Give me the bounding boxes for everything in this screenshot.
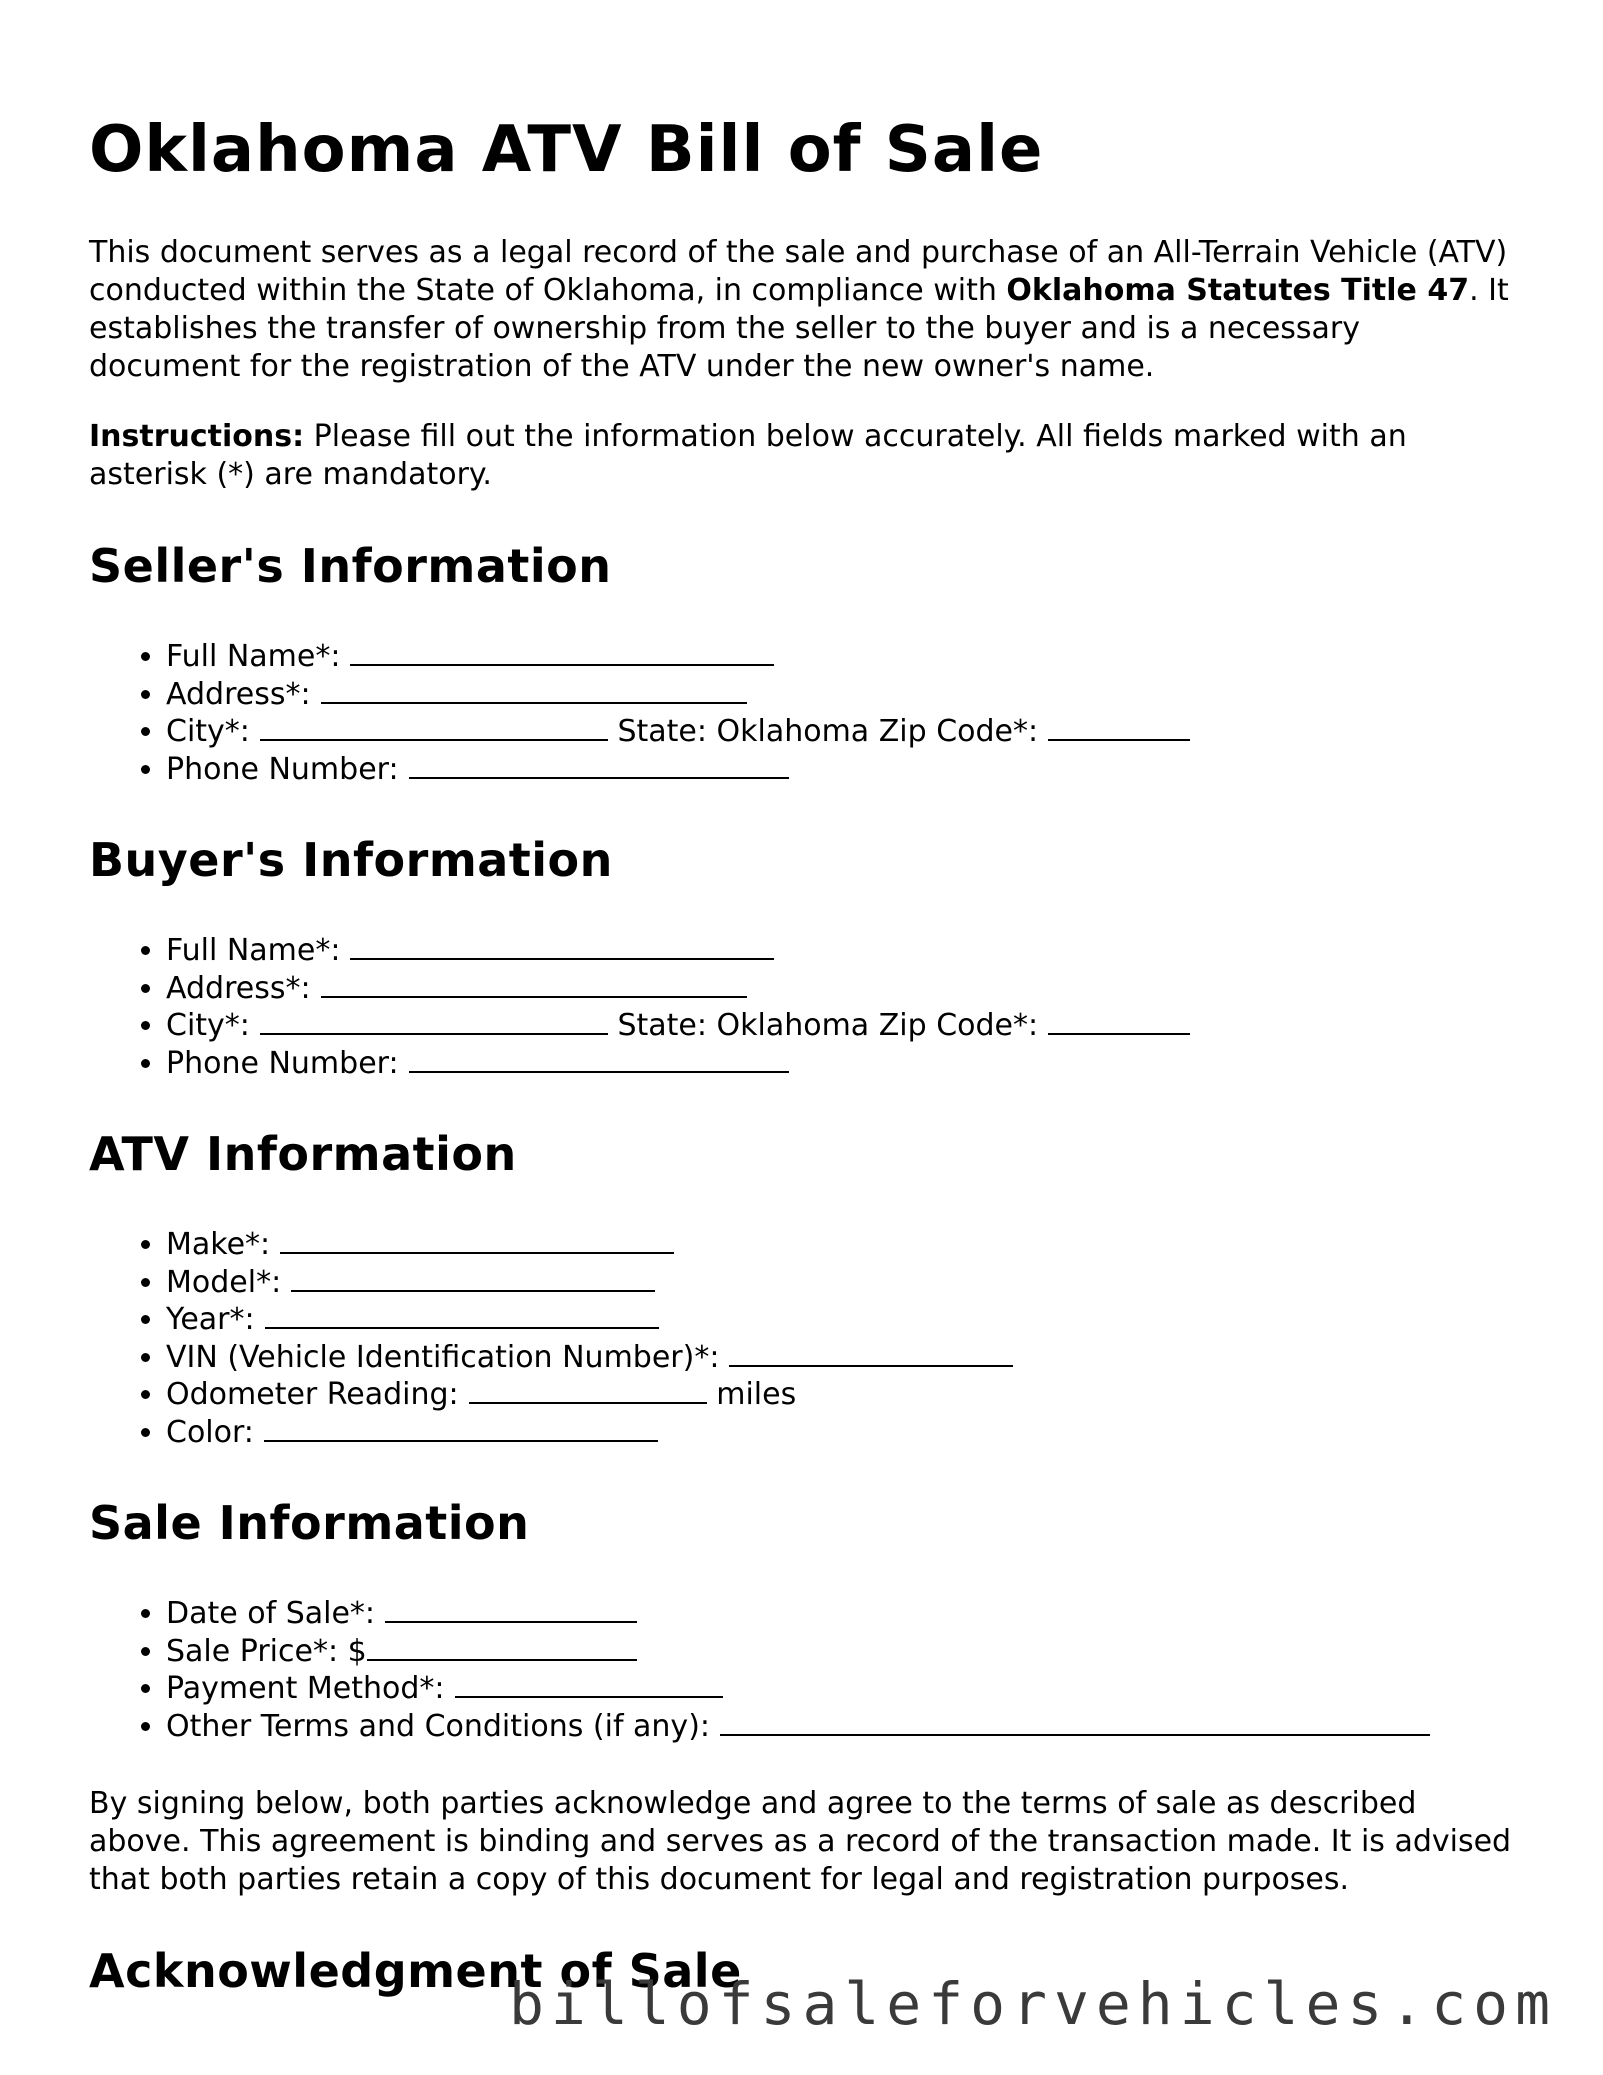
buyer-city-field[interactable] (260, 1007, 608, 1035)
atv-make-item (166, 1226, 1519, 1264)
buyer-state-zip-label: State: Oklahoma Zip Code*: (617, 1008, 1039, 1043)
seller-phone-label: Phone Number: (166, 751, 399, 787)
acknowledgment-heading: Acknowledgment of Sale (89, 1944, 742, 1998)
sale-date-field[interactable] (385, 1595, 637, 1623)
atv-year-item (166, 1301, 1519, 1339)
sale-fields (89, 1595, 1519, 1745)
atv-color-field[interactable] (264, 1414, 658, 1442)
buyer-address-label: Address*: (166, 970, 311, 1006)
sale-other-terms-field[interactable] (720, 1708, 1430, 1736)
seller-state-zip-label: State: Oklahoma Zip Code*: (617, 714, 1039, 749)
seller-phone-field[interactable] (409, 751, 789, 779)
seller-address-field[interactable] (321, 676, 747, 704)
atv-odometer-label: Odometer Reading: (166, 1377, 459, 1412)
seller-full-name-item (166, 638, 1519, 676)
buyer-address-field[interactable] (321, 970, 747, 998)
atv-make-label: Make*: (166, 1227, 271, 1262)
atv-vin-label: VIN (Vehicle Identification Number)*: (166, 1339, 720, 1375)
buyer-fields (89, 932, 1519, 1082)
buyer-full-name-field[interactable] (350, 932, 774, 960)
instructions-text: Please fill out the information below accurately. All fields marked with an asterisk (*) are mandatory. (89, 419, 1407, 492)
buyer-city-item (166, 1007, 1519, 1045)
buyer-full-name-label: Full Name*: (166, 933, 341, 968)
seller-city-label: City*: (166, 714, 250, 749)
atv-color-item (166, 1414, 1519, 1452)
buyer-address-item (166, 970, 1519, 1008)
buyer-full-name-item (166, 932, 1519, 970)
atv-model-label: Model*: (166, 1264, 282, 1300)
atv-color-label: Color: (166, 1414, 254, 1450)
document-page (89, 112, 1519, 2043)
instructions-label: Instructions: (89, 419, 305, 454)
atv-year-label: Year*: (166, 1302, 255, 1337)
atv-model-item (166, 1264, 1519, 1302)
seller-fields (89, 638, 1519, 788)
intro-text-1: This document serves as a legal record of the sale and purchase of an All-Terrain Vehicle (ATV) conducted within the State of Oklahoma, in compliance with (89, 235, 1508, 308)
atv-model-field[interactable] (291, 1264, 655, 1292)
buyer-phone-item (166, 1045, 1519, 1083)
buyer-heading: Buyer's Information (89, 833, 613, 887)
sale-heading: Sale Information (89, 1496, 530, 1550)
document-title: Oklahoma ATV Bill of Sale (89, 113, 1044, 187)
atv-vin-item (166, 1339, 1519, 1377)
atv-odometer-field[interactable] (469, 1376, 707, 1404)
seller-full-name-label: Full Name*: (166, 639, 341, 674)
sale-payment-field[interactable] (455, 1670, 723, 1698)
intro-text-2: . It establishes the transfer of ownership from the seller to the buyer and is a necessary document for the registration of the ATV under the new owner's name. (89, 273, 1509, 384)
atv-vin-field[interactable] (729, 1339, 1013, 1367)
sale-payment-label: Payment Method*: (166, 1671, 445, 1706)
buyer-phone-field[interactable] (409, 1045, 789, 1073)
atv-odometer-unit: miles (716, 1377, 797, 1412)
seller-address-label: Address*: (166, 676, 311, 712)
seller-heading: Seller's Information (89, 539, 612, 593)
atv-year-field[interactable] (265, 1301, 659, 1329)
atv-odometer-item (166, 1376, 1519, 1414)
seller-city-field[interactable] (260, 713, 608, 741)
buyer-phone-label: Phone Number: (166, 1045, 399, 1081)
sale-price-field[interactable] (367, 1633, 637, 1661)
seller-address-item (166, 676, 1519, 714)
sale-price-item (166, 1633, 1519, 1671)
instructions-paragraph (89, 418, 1519, 494)
atv-heading: ATV Information (89, 1127, 517, 1181)
seller-zip-field[interactable] (1048, 713, 1190, 741)
buyer-city-label: City*: (166, 1008, 250, 1043)
seller-phone-item (166, 751, 1519, 789)
sale-other-terms-label: Other Terms and Conditions (if any): (166, 1708, 710, 1744)
sale-date-label: Date of Sale*: (166, 1596, 376, 1631)
sale-date-item (166, 1595, 1519, 1633)
atv-fields (89, 1226, 1519, 1451)
sale-other-terms-item (166, 1708, 1519, 1746)
seller-city-item (166, 713, 1519, 751)
seller-full-name-field[interactable] (350, 638, 774, 666)
intro-paragraph (89, 234, 1519, 386)
buyer-zip-field[interactable] (1048, 1007, 1190, 1035)
sale-price-label: Sale Price*: $ (166, 1633, 367, 1669)
closing-paragraph: By signing below, both parties acknowledge and agree to the terms of sale as described above. This agreement is binding and serves as a record of the transaction made. It is advised that both parties retain a copy of this document for legal and registration purposes. (89, 1786, 1512, 1897)
watermark-text: billofsaleforvehicles.com (509, 1970, 1557, 2038)
sale-payment-item (166, 1670, 1519, 1708)
statute-reference: Oklahoma Statutes Title 47 (1006, 273, 1470, 308)
atv-make-field[interactable] (280, 1226, 674, 1254)
